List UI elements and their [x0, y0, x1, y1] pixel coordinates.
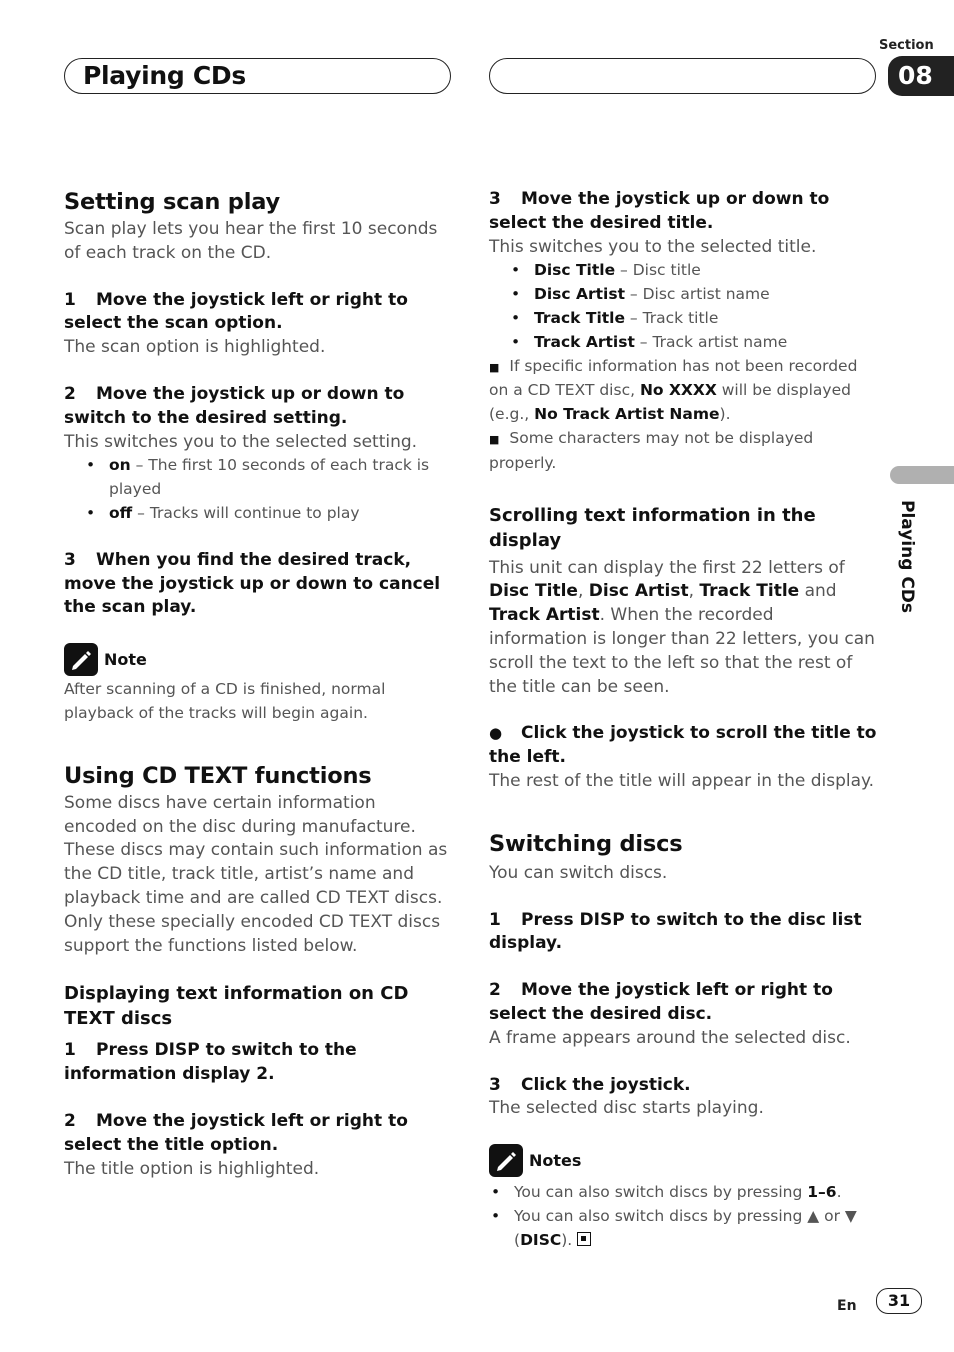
text: . When the recorded information is longer than 22 letters, you can scroll the text to the left so that the rest of the title can be seen. [489, 605, 875, 697]
section-number-badge: 08 [888, 56, 954, 96]
info-note-2 [489, 427, 877, 476]
info-text: ). [719, 405, 731, 424]
step-text: Click the joystick to scroll the title to the left. [489, 723, 877, 768]
title-step-3-body: This switches you to the selected title. [489, 236, 817, 257]
square-bullet-icon: ■ [489, 360, 500, 374]
note-bold: DISC [520, 1230, 562, 1249]
scroll-step-body: The rest of the title will appear in the display. [489, 770, 875, 791]
scan-step-1-body: The scan option is highlighted. [64, 337, 326, 358]
bold-term: Track Artist [489, 605, 600, 626]
scan-option-on [64, 454, 450, 502]
notes-label: Notes [529, 1150, 582, 1170]
section-label: Section [879, 38, 934, 53]
step-number: 2 [64, 383, 76, 404]
option-desc: – Disc artist name [625, 285, 770, 304]
step-text: Move the joystick up or down to select the desired title. [489, 189, 830, 233]
switch-step-1 [489, 909, 877, 957]
text: , [688, 581, 700, 602]
bold-term: Track Title [699, 581, 800, 602]
step-text: Move the joystick left or right to select the desired disc. [489, 980, 833, 1024]
step-text: Press DISP to switch to the information display 2. [64, 1040, 357, 1085]
end-mark-icon [577, 1232, 591, 1246]
info-bold: No XXXX [639, 381, 717, 400]
switch-step-2 [489, 979, 877, 1027]
note-pencil-icon [489, 1144, 523, 1177]
scan-note-header [64, 643, 450, 676]
scan-option-off [64, 502, 450, 526]
step-text: When you find the desired track, move the joystick up or down to cancel the scan play. [64, 549, 441, 618]
note-text: You can also switch discs by pressing [514, 1183, 808, 1202]
note-text: . [836, 1183, 842, 1202]
title-step-3 [489, 188, 877, 236]
note-pencil-icon [64, 643, 98, 676]
info-text: will be displayed (e.g., [489, 381, 851, 424]
info-bold: No Track Artist Name [534, 405, 720, 424]
step-text: Move the joystick left or right to select the scan option. [64, 289, 408, 334]
filled-circle-icon: ● [489, 724, 503, 743]
header-title-box [64, 58, 451, 94]
step-number: 1 [64, 1040, 76, 1061]
cdtext-step-2 [64, 1110, 450, 1158]
bullet-icon: • [491, 1206, 501, 1225]
step-number: 1 [489, 909, 501, 930]
bullet-icon: • [511, 261, 521, 280]
bullet-icon: • [511, 308, 521, 327]
switch-step-3 [489, 1074, 877, 1098]
option-label: Track Title [534, 308, 625, 327]
step-text: Move the joystick left or right to select the title option. [64, 1110, 408, 1155]
cdtext-sub-title: Displaying text information on CD TEXT discs [64, 983, 409, 1030]
option-desc: – Tracks will continue to play [132, 503, 360, 522]
side-tab-label: Playing CDs [897, 500, 917, 614]
option-desc: – Track artist name [634, 332, 788, 351]
page-number: 31 [876, 1288, 922, 1314]
switch-step-2-body: A frame appears around the selected disc. [489, 1027, 851, 1048]
option-label: off [109, 503, 133, 522]
scan-step-1 [64, 289, 450, 337]
bullet-icon: • [491, 1183, 501, 1202]
language-label: En [837, 1298, 857, 1314]
switch-intro: You can switch discs. [489, 862, 668, 883]
scan-step-3 [64, 549, 450, 620]
option-desc: – Disc title [615, 261, 701, 280]
scroll-sub-title: Scrolling text information in the display [489, 504, 816, 551]
bold-term: Disc Title [489, 581, 578, 602]
scan-step-2-body: This switches you to the selected setting. [64, 431, 418, 452]
title-option-track-artist [489, 331, 877, 355]
title-option-disc-artist [489, 283, 877, 307]
switch-step-3-body: The selected disc starts playing. [489, 1098, 764, 1119]
note-bold: 1–6 [807, 1183, 837, 1202]
step-text: Press DISP to switch to the disc list display. [489, 909, 862, 954]
scroll-body [489, 557, 877, 700]
info-text: If specific information has not been recorded on a CD TEXT disc, [489, 356, 858, 400]
scan-note-text: After scanning of a CD is finished, normal playback of the tracks will begin again. [64, 680, 386, 722]
left-column [64, 188, 450, 1181]
switch-notes-header [489, 1144, 877, 1177]
scroll-step [489, 722, 877, 770]
switch-note-1 [489, 1181, 877, 1205]
cdtext-intro: Some discs have certain information encoded on the disc during manufacture. These discs may contain such information as the CD title, track title, artist’s name and playback time and are called CD TEXT discs. Only these specially encoded CD TEXT discs support the functions listed below. [64, 792, 448, 956]
header-blank-box [489, 58, 876, 94]
option-desc: – The first 10 seconds of each track is played [109, 456, 430, 499]
option-label: Track Artist [534, 332, 635, 351]
note-label: Note [104, 649, 147, 669]
scan-intro: Scan play lets you hear the first 10 seconds of each track on the CD. [64, 219, 438, 263]
option-desc: – Track title [625, 308, 719, 327]
step-number: 1 [64, 289, 76, 310]
option-label: on [109, 456, 131, 475]
option-label: Disc Title [534, 261, 616, 280]
side-tab-marker [890, 466, 954, 484]
right-column [489, 188, 877, 1253]
note-text: You can also switch discs by pressing ▲ or ▼ ( [514, 1206, 857, 1249]
bullet-icon: • [511, 285, 521, 304]
switch-note-2 [489, 1205, 877, 1253]
bullet-icon: • [86, 456, 96, 475]
text: and [799, 581, 837, 602]
bullet-icon: • [511, 332, 521, 351]
step-number: 3 [489, 1074, 501, 1095]
switch-section-title: Switching discs [489, 830, 683, 857]
step-number: 2 [64, 1110, 76, 1131]
title-option-track-title [489, 307, 877, 331]
note-text: ). [561, 1230, 573, 1249]
scan-step-2 [64, 383, 450, 431]
step-number: 3 [64, 549, 76, 570]
text: This unit can display the first 22 letters of [489, 557, 845, 578]
scan-section-title: Setting scan play [64, 189, 280, 215]
bold-term: Disc Artist [588, 581, 689, 602]
step-text: Move the joystick up or down to switch to the desired setting. [64, 383, 405, 428]
info-text: Some characters may not be displayed properly. [489, 428, 814, 472]
info-note-1 [489, 355, 877, 427]
step-text: Click the joystick. [521, 1074, 691, 1095]
cdtext-step-1 [64, 1039, 450, 1087]
cdtext-section-title: Using CD TEXT functions [64, 762, 372, 789]
bullet-icon: • [86, 503, 96, 522]
option-label: Disc Artist [534, 285, 625, 304]
cdtext-step-2-body: The title option is highlighted. [64, 1158, 320, 1179]
square-bullet-icon: ■ [489, 432, 500, 446]
text: , [577, 581, 589, 602]
step-number: 3 [489, 189, 501, 209]
step-number: 2 [489, 980, 501, 1001]
page-title: Playing CDs [83, 61, 246, 90]
title-option-disc-title [489, 259, 877, 283]
